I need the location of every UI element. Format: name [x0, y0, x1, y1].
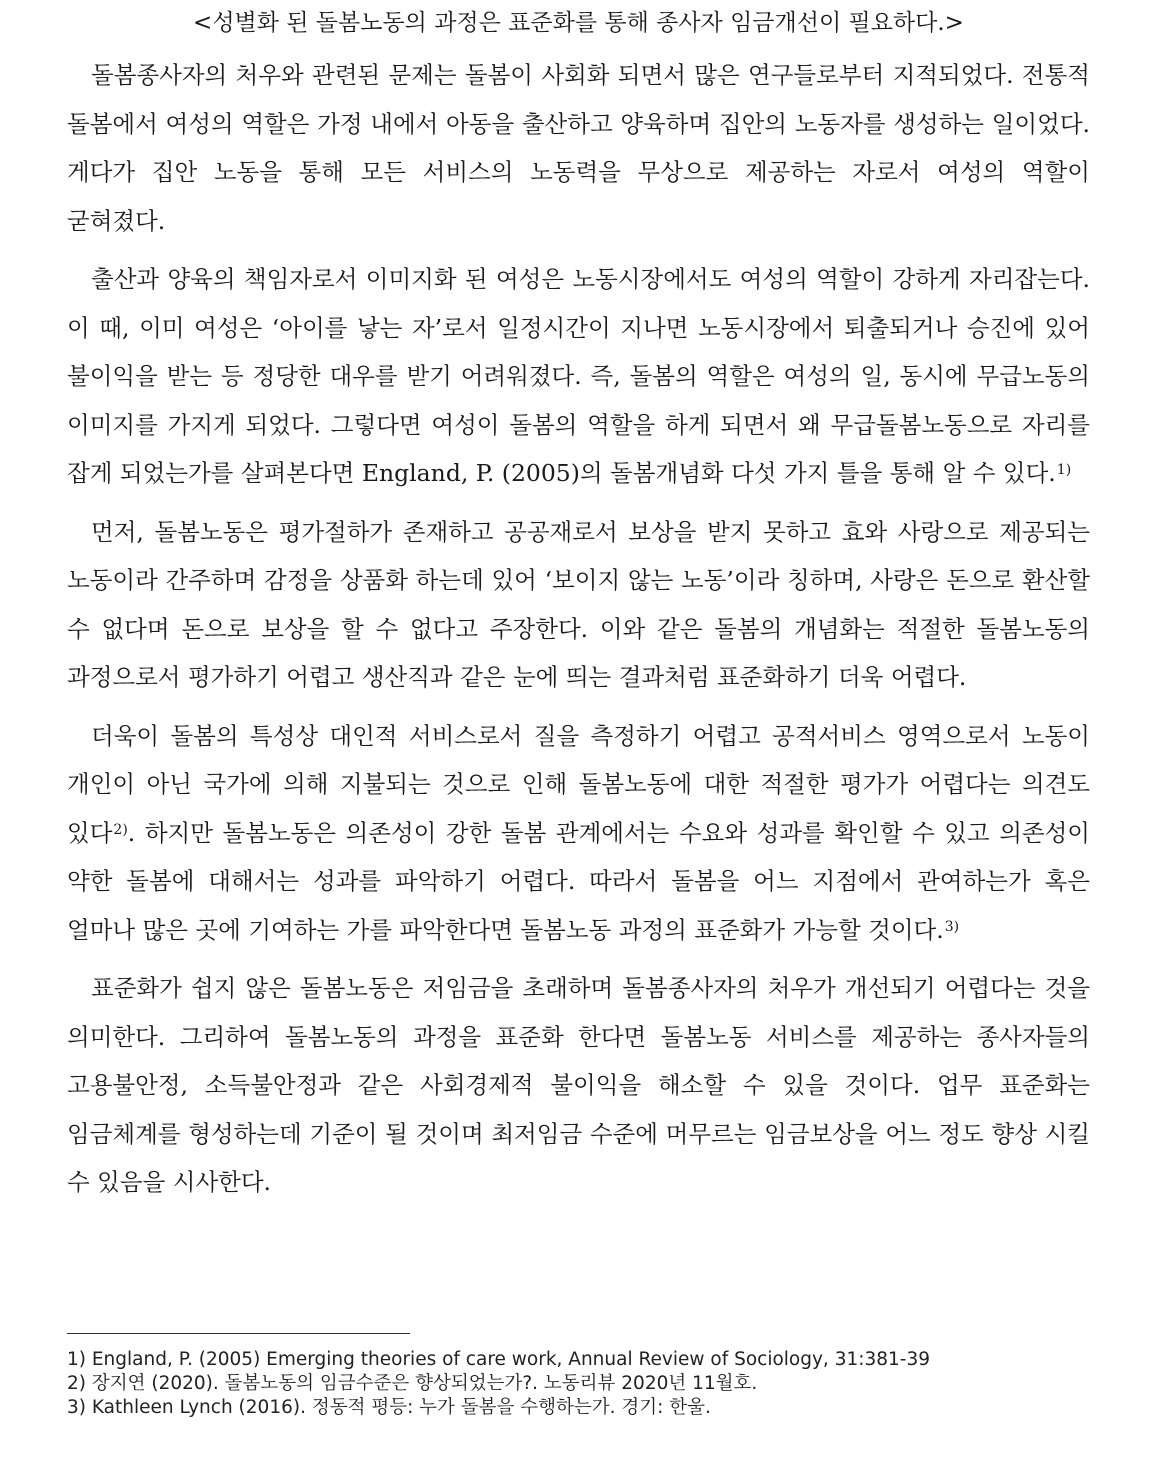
paragraph-text: 돌봄종사자의 처우와 관련된 문제는 돌봄이 사회화 되면서 많은 연구들로부터 지적되었다. 전통적 돌봄에서 여성의 역할은 가정 내에서 아동을 출산하고 양육하며 집안의 노동자를 생성하는 일이었다. 게다가 집안 노동을 통해 모든 서비스의 노동력을 무상으로 제공하는 자로서 여성의 역할이 굳혀졌다. [67, 61, 1090, 235]
paragraph-3 [67, 508, 1090, 702]
footnote-2: 2) 장지연 (2020). 돌봄노동의 임금수준은 향상되었는가?. 노동리뷰 2020년 11월호. [67, 1373, 758, 1394]
paragraph-1 [67, 51, 1090, 245]
document-page [67, 0, 1090, 1207]
paragraph-text-continued: . 하지만 돌봄노동은 의존성이 강한 돌봄 관계에서는 수요와 성과를 확인할 수 있고 의존성이 약한 돌봄에 대해서는 성과를 파악하기 어렵다. 따라서 돌봄을 어느 지점에서 관여하는가 혹은 얼마나 많은 곳에 기여하는 가를 파악한다면 돌봄노동 과정의 표준화가 가능할 것이다. [67, 818, 1090, 944]
document-title: <성별화 된 돌봄노동의 과정은 표준화를 통해 종사자 임금개선이 필요하다.> [193, 10, 964, 36]
paragraph-4 [67, 712, 1090, 955]
paragraph-text: 출산과 양육의 책임자로서 이미지화 된 여성은 노동시장에서도 여성의 역할이 강하게 자리잡는다. 이 때, 이미 여성은 ‘아이를 낳는 자’로서 일정시간이 지나면 노동시장에서 퇴출되거나 승진에 있어 불이익을 받는 등 정당한 대우를 받기 어려워졌다. 즉, 돌봄의 역할은 여성의 일, 동시에 무급노동의 이미지를 가지게 되었다. 그렇다면 여성이 돌봄의 역할을 하게 되면서 왜 무급돌봄노동으로 자리를 잡게 되었는가를 살펴본다면 England, P. (2005)의 돌봄개념화 다섯 가지 틀을 통해 알 수 있다. [67, 265, 1090, 487]
footnote-divider [67, 1333, 410, 1334]
paragraph-text: 표준화가 쉽지 않은 돌봄노동은 저임금을 초래하며 돌봄종사자의 처우가 개선되기 어렵다는 것을 의미한다. 그리하여 돌봄노동의 과정을 표준화 한다면 돌봄노동 서비스를 제공하는 종사자들의 고용불안정, 소득불안정과 같은 사회경제적 불이익을 해소할 수 있을 것이다. 업무 표준화는 임금체계를 형성하는데 기준이 될 것이며 최저임금 수준에 머무르는 임금보상을 어느 정도 향상 시킬 수 있음을 시사한다. [67, 974, 1090, 1196]
paragraph-5 [67, 964, 1090, 1207]
paragraph-text: 먼저, 돌봄노동은 평가절하가 존재하고 공공재로서 보상을 받지 못하고 효와 사랑으로 제공되는 노동이라 간주하며 감정을 상품화 하는데 있어 ‘보이지 않는 노동’이라 칭하며, 사랑은 돈으로 환산할 수 없다며 돈으로 보상을 할 수 없다고 주장한다. 이와 같은 돌봄의 개념화는 적절한 돌봄노동의 과정으로서 평가하기 어렵고 생산직과 같은 눈에 띄는 결과처럼 표준화하기 더욱 어렵다. [67, 517, 1090, 691]
footnote-ref-1: 1) [1056, 462, 1072, 478]
paragraph-2 [67, 255, 1090, 498]
footnote-3: 3) Kathleen Lynch (2016). 정동적 평등: 누가 돌봄을 수행하는가. 경기: 한울. [67, 1397, 711, 1418]
footnote-1: 1) England, P. (2005) Emerging theories of care work, Annual Review of Sociology, 31:381-39 [67, 1349, 930, 1370]
footnote-ref-2: 2) [113, 821, 128, 838]
paragraph-text: 더욱이 돌봄의 특성상 대인적 서비스로서 질을 측정하기 어렵고 공적서비스 영역으로서 노동이 개인이 아닌 국가에 의해 지불되는 것으로 인해 돌봄노동에 대한 적절한 평가가 어렵다는 의견도 있다 [67, 721, 1090, 847]
footnote-list [67, 1348, 1107, 1420]
footnote-ref-3: 3) [944, 918, 960, 935]
